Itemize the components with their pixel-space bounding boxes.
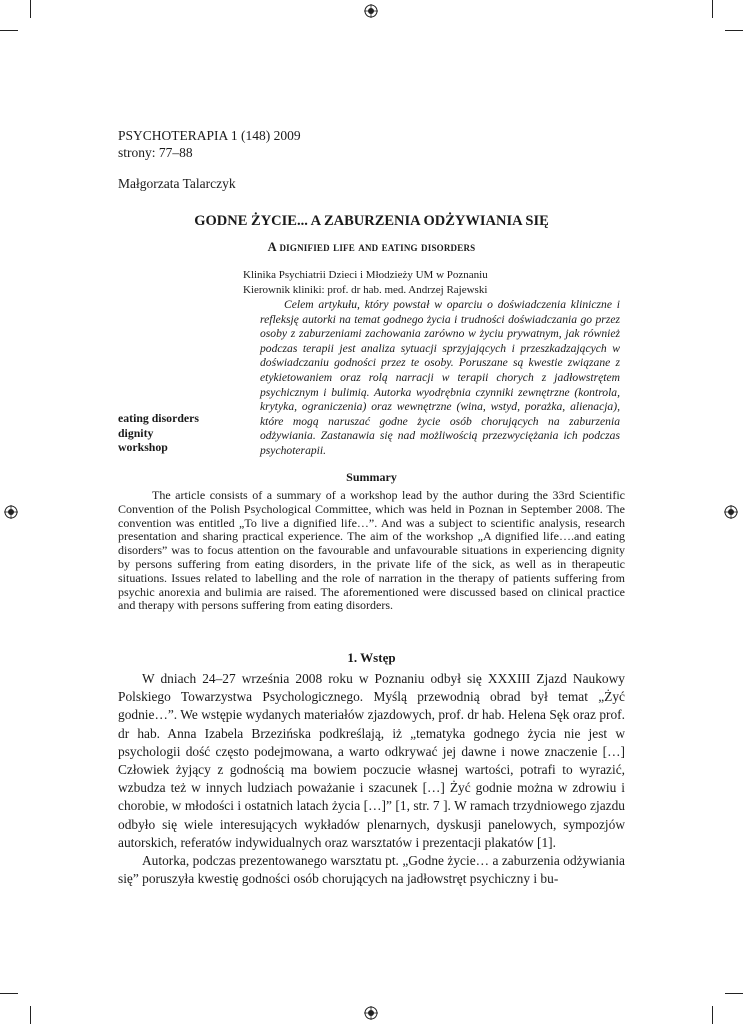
affiliation-clinic: Klinika Psychiatrii Dzieci i Młodzieży UM w Poznaniu: [243, 269, 488, 281]
crop-mark: [725, 993, 743, 994]
keywords: [118, 411, 199, 455]
keyword: workshop: [118, 440, 168, 455]
crop-mark: [30, 0, 31, 18]
affiliation-head: Kierownik kliniki: prof. dr hab. med. Andrzej Rajewski: [243, 284, 488, 296]
registration-mark-icon: [364, 4, 378, 18]
registration-mark-icon: [724, 505, 738, 519]
registration-mark-icon: [364, 1006, 378, 1020]
body-paragraph: Autorka, podczas prezentowanego warsztatu pt. „Godne życie… a zaburzenia odżywiania się” poruszyła kwestię godności osób chorujących na jadłowstręt psychiczny i bu-: [118, 853, 625, 887]
crop-mark: [712, 1006, 713, 1024]
crop-mark: [0, 993, 18, 994]
crop-mark: [30, 1006, 31, 1024]
registration-mark-icon: [4, 505, 18, 519]
keyword: eating disorders: [118, 411, 199, 425]
summary-text: The article consists of a summary of a workshop lead by the author during the 33rd Scientific Convention of the Polish Psychological Committee, which was held in Poznan in September 2008. The convention was entitled „To live a dignified life…”. And was a subject to scientific analysis, research presentation and sharing practical experience. The aim of the workshop „A dignified life….and eating disorders” was to focus attention on the favourable and unfavourable situations in experiencing dignity by persons suffering from eating disorders, in the private life of the sick, as well as in therapeutic situations. Issues related to labelling and the role of narration in the therapy of patients suffering from psychic anorexia and bulimia are raised. The aforementioned were discussed based on clinical practice and therapy with persons suffering from eating disorders.: [118, 488, 625, 613]
section-heading: 1. Wstęp: [347, 650, 396, 665]
crop-mark: [725, 30, 743, 31]
body-paragraph: W dniach 24–27 września 2008 roku w Poznaniu odbył się XXXIII Zjazd Naukowy Polskiego Towarzystwa Psychologicznego. Myślą przewodnią obrad był temat „Żyć godnie…”. We wstępie wydanych materiałów zjazdowych, prof. dr hab. Helena Sęk oraz prof. dr hab. Anna Izabela Brzezińska podkreślają, iż „tematyka godnego życia nie jest w psychologii dość często podejmowana, a warto odkrywać jej dawne i nowe znaczenie […] Człowiek żyjący z godnością ma bowiem poczucie własnej wartości, potrafi to wyrazić, wzbudza też w innych ludziach poważanie i szacunek […] Żyć godnie można w zdrowiu i chorobie, w młodości i ostatnich latach życia […]” [1, str. 7 ]. W ramach trzydniowego zjazdu odbyło się wiele interesujących wykładów plenarnych, dyskusji panelowych, sympozjów autorskich, referatów indywidualnych oraz warsztatów i prezentacji plakatów [1].: [118, 671, 625, 850]
author-name: Małgorzata Talarczyk: [118, 176, 236, 191]
abstract-polish: [260, 298, 620, 459]
abstract-text: Celem artykułu, który powstał w oparciu o doświadczenia kliniczne i refleksję autorki na temat godnego życia i trudności doświadczania go przez osoby z zaburzeniami zachowania zarówno w życiu prywatnym, jak również podczas terapii jest analiza sytuacji sprzyjających i przeszkadzających w doświadczaniu godności przez te osoby. Poruszane są kwestie związane z etykietowaniem oraz rolą narracji w terapii chorych z jadłowstrętem psychicznym i bulimią. Autorka wyodrębnia czynniki zewnętrzne (kontrola, krytyka, ograniczenia) oraz wewnętrzne (wina, wstyd, porażka, alienacja), które mogą naruszać godne życie osób chorujących na zaburzenia odżywiania. Zastanawia się nad możliwością przezwyciężania ich podczas psychoterapii.: [260, 298, 620, 457]
crop-mark: [0, 30, 18, 31]
page-range: strony: 77–88: [118, 145, 193, 160]
crop-mark: [712, 0, 713, 18]
article-subtitle: A dignified life and eating disorders: [267, 240, 476, 254]
summary-heading: Summary: [346, 470, 397, 484]
article-title: GODNE ŻYCIE... A ZABURZENIA ODŻYWIANIA SIĘ: [194, 213, 549, 229]
journal-citation: PSYCHOTERAPIA 1 (148) 2009: [118, 128, 301, 143]
keyword: dignity: [118, 425, 154, 440]
